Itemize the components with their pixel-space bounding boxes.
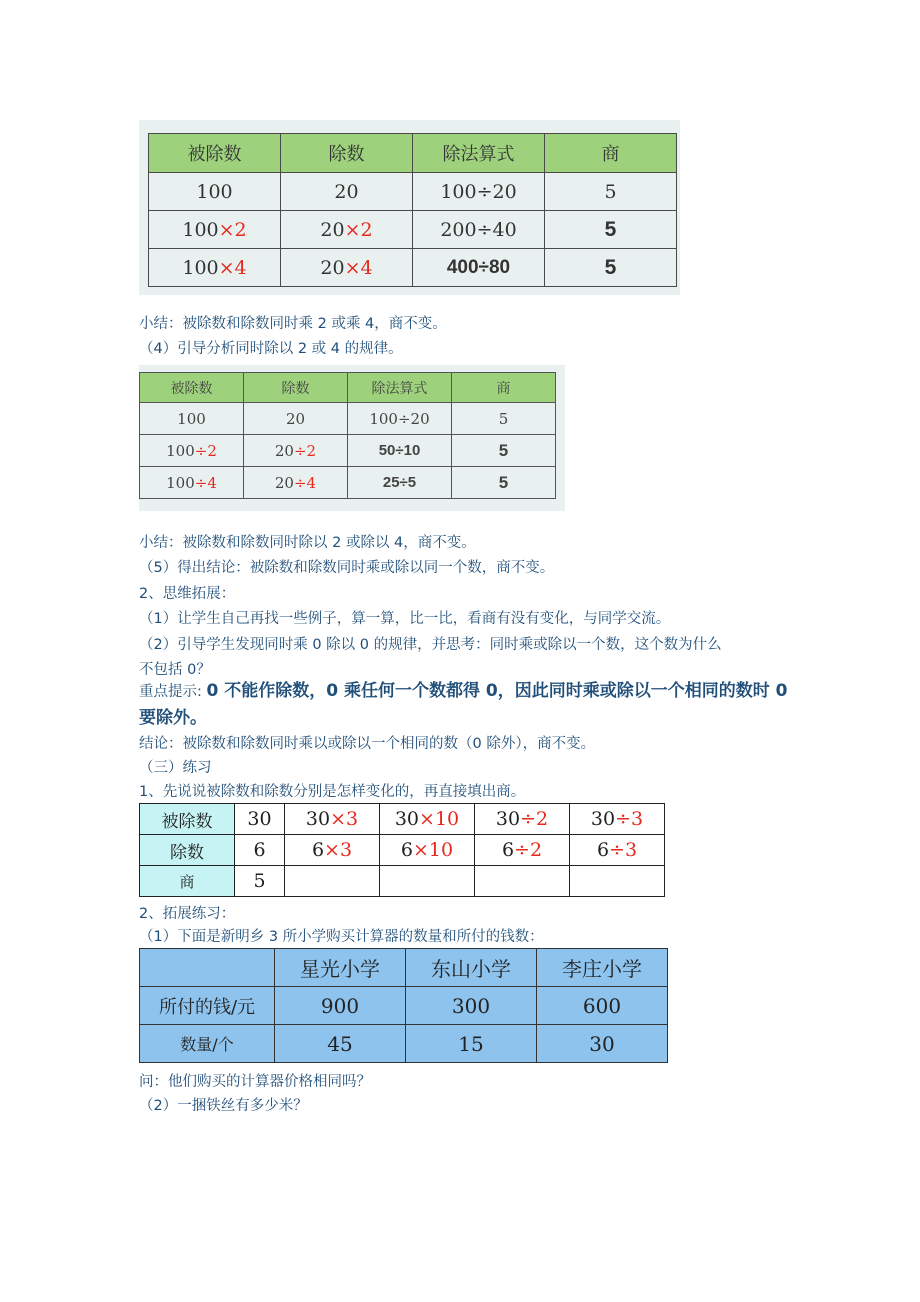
table-header-row: [140, 373, 556, 403]
table-row: [140, 467, 556, 499]
table-row: [149, 173, 677, 211]
table-header-row: [149, 134, 677, 173]
dividend-cell: 30÷3: [570, 804, 665, 835]
expression-cell: 200÷40: [413, 211, 545, 249]
header-expression: 除法算式: [413, 134, 545, 173]
header-divisor: 除数: [281, 134, 413, 173]
expression-cell: 400÷80: [413, 249, 545, 287]
quotient-cell: 5: [545, 249, 677, 287]
dividend-cell: 100×4: [149, 249, 281, 287]
header-expression: 除法算式: [348, 373, 452, 403]
step-4: （4）引导分析同时除以 2 或 4 的规律。: [139, 341, 403, 357]
extension-item-2: （2）引导学生发现同时乘 0 除以 0 的规律，并思考：同时乘或除以一个数，这个数为什么: [139, 637, 722, 653]
key-hint-text: 0 不能作除数，0 乘任何一个数都得 0，因此同时乘或除以一个相同的数时 0 要除外。: [139, 681, 788, 728]
row-label-dividend: 被除数: [140, 804, 235, 835]
divisor-cell: 20×2: [281, 211, 413, 249]
multiply-table: [148, 133, 677, 287]
header-divisor: 除数: [244, 373, 348, 403]
quotient-cell: 5: [452, 403, 556, 435]
table-header-row: [140, 949, 668, 987]
expression-cell: 100÷20: [413, 173, 545, 211]
divisor-cell: 6÷2: [475, 835, 570, 866]
base-quotient: 5: [235, 866, 285, 897]
quotient-blank[interactable]: [380, 866, 475, 897]
practice-item-1: 1、先说说被除数和除数分别是怎样变化的，再直接填出商。: [139, 784, 526, 800]
table-row: [140, 987, 668, 1025]
table-row: [140, 403, 556, 435]
fill-quotient-table: [139, 803, 665, 897]
table-row: [140, 866, 665, 897]
expression-cell: 50÷10: [348, 435, 452, 467]
table1-image: [139, 120, 680, 295]
value-cell: 300: [406, 987, 537, 1025]
dividend-cell: 30×3: [285, 804, 380, 835]
divisor-cell: 20×4: [281, 249, 413, 287]
value-cell: 900: [275, 987, 406, 1025]
quotient-blank[interactable]: [285, 866, 380, 897]
summary-divide: 小结：被除数和除数同时除以 2 或除以 4，商不变。: [139, 535, 476, 551]
divisor-cell: 20: [281, 173, 413, 211]
dividend-cell: 100÷4: [140, 467, 244, 499]
row-label-quantity: 数量/个: [140, 1025, 275, 1063]
divisor-cell: 20÷4: [244, 467, 348, 499]
quotient-cell: 5: [452, 435, 556, 467]
table-row: [149, 249, 677, 287]
header-quotient: 商: [545, 134, 677, 173]
header-dividend: 被除数: [149, 134, 281, 173]
practice-heading: （三）练习: [139, 760, 212, 776]
calculator-purchase-table: [139, 948, 668, 1063]
quotient-cell: 5: [452, 467, 556, 499]
divisor-cell: 20: [244, 403, 348, 435]
value-cell: 600: [537, 987, 668, 1025]
row-label-divisor: 除数: [140, 835, 235, 866]
table-row: [140, 804, 665, 835]
quotient-cell: 5: [545, 173, 677, 211]
key-hint-label: 重点提示:: [139, 684, 207, 700]
step-5: （5）得出结论：被除数和除数同时乘或除以同一个数，商不变。: [139, 560, 555, 576]
extension-item-2-cont: 不包括 0？: [139, 662, 211, 678]
extension-item-1: （1）让学生自己再找一些例子，算一算，比一比，看商有没有变化，与同学交流。: [139, 611, 671, 627]
key-hint: [139, 678, 799, 731]
corner-cell: [140, 949, 275, 987]
header-quotient: 商: [452, 373, 556, 403]
table2-image: [139, 365, 565, 511]
divisor-cell: 6×10: [380, 835, 475, 866]
school-header: 星光小学: [275, 949, 406, 987]
base-dividend: 30: [235, 804, 285, 835]
value-cell: 15: [406, 1025, 537, 1063]
practice-item-2-1: （1）下面是新明乡 3 所小学购买计算器的数量和所付的钱数：: [139, 929, 544, 945]
school-header: 东山小学: [406, 949, 537, 987]
dividend-cell: 100: [140, 403, 244, 435]
divisor-cell: 20÷2: [244, 435, 348, 467]
header-dividend: 被除数: [140, 373, 244, 403]
expression-cell: 25÷5: [348, 467, 452, 499]
section-thinking-extension: 2、思维拓展：: [139, 586, 236, 602]
quotient-blank[interactable]: [570, 866, 665, 897]
table-row: [140, 1025, 668, 1063]
table-row: [140, 435, 556, 467]
summary-multiply: 小结：被除数和除数同时乘 2 或乘 4，商不变。: [139, 316, 447, 332]
school-header: 李庄小学: [537, 949, 668, 987]
table-row: [140, 835, 665, 866]
base-divisor: 6: [235, 835, 285, 866]
question: 问：他们购买的计算器价格相同吗？: [139, 1074, 371, 1090]
row-label-money: 所付的钱/元: [140, 987, 275, 1025]
value-cell: 45: [275, 1025, 406, 1063]
value-cell: 30: [537, 1025, 668, 1063]
divisor-cell: 6÷3: [570, 835, 665, 866]
expression-cell: 100÷20: [348, 403, 452, 435]
divisor-cell: 6×3: [285, 835, 380, 866]
row-label-quotient: 商: [140, 866, 235, 897]
conclusion: 结论：被除数和除数同时乘以或除以一个相同的数（0 除外），商不变。: [139, 736, 596, 752]
table-row: [149, 211, 677, 249]
quotient-cell: 5: [545, 211, 677, 249]
practice-item-2-2: （2）一捆铁丝有多少米？: [139, 1098, 308, 1114]
quotient-blank[interactable]: [475, 866, 570, 897]
dividend-cell: 100÷2: [140, 435, 244, 467]
dividend-cell: 100×2: [149, 211, 281, 249]
practice-item-2: 2、拓展练习：: [139, 906, 236, 922]
dividend-cell: 100: [149, 173, 281, 211]
divide-table: [139, 372, 556, 499]
dividend-cell: 30×10: [380, 804, 475, 835]
dividend-cell: 30÷2: [475, 804, 570, 835]
